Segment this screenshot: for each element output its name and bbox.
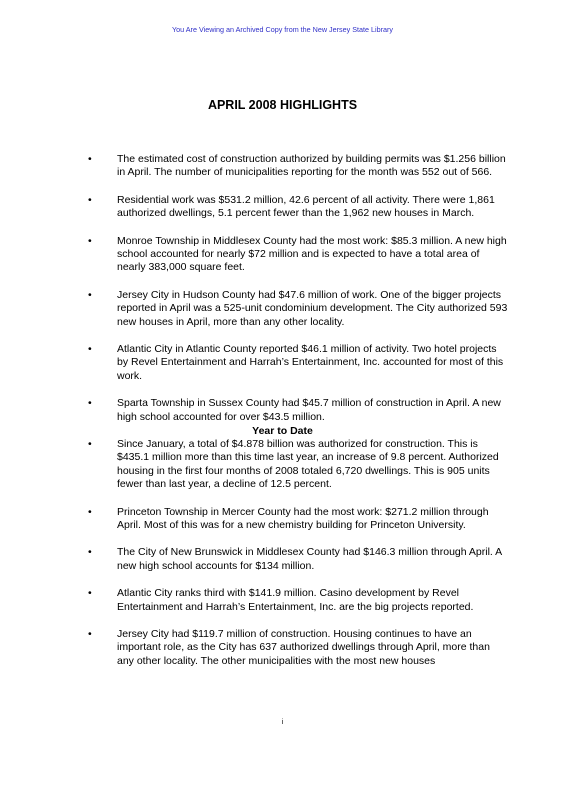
bullet-icon: • bbox=[88, 234, 92, 247]
list-item-text: Princeton Township in Mercer County had the most work: $271.2 million through April. Most of this was for a new chemistry building for Princeton University. bbox=[117, 505, 489, 532]
bullet-icon: • bbox=[88, 343, 92, 356]
list-item-text: Monroe Township in Middlesex County had the most work: $85.3 million. A new high school accounted for nearly $72 million and is expected to have a total area of nearly 383,000 square feet. bbox=[117, 234, 507, 274]
list-item-text: The City of New Brunswick in Middlesex County had $146.3 million through April. A new high school accounts for $134 million. bbox=[117, 546, 502, 572]
bullet-icon: • bbox=[88, 153, 92, 165]
list-item bbox=[88, 194, 508, 221]
year-to-date-list bbox=[88, 438, 508, 668]
list-item bbox=[88, 289, 508, 329]
list-item bbox=[88, 235, 508, 275]
list-item bbox=[88, 587, 508, 614]
list-item bbox=[88, 438, 508, 492]
bullet-icon: • bbox=[88, 438, 92, 450]
list-item-text: Atlantic City ranks third with $141.9 million. Casino development by Revel Entertainment and Harrah’s Entertainment, Inc. are the big projects reported. bbox=[117, 587, 474, 613]
bullet-icon: • bbox=[88, 193, 92, 206]
bullet-icon: • bbox=[88, 587, 92, 600]
list-item-text: Jersey City had $119.7 million of construction. Housing continues to have an important role, as the City has 637 authorized dwellings through April, more than any other locality. The other municipalities with the most new houses bbox=[117, 628, 490, 667]
bullet-icon: • bbox=[88, 628, 92, 641]
list-item bbox=[88, 546, 508, 573]
list-item-text: The estimated cost of construction authorized by building permits was $1.256 billion in April. The number of municipalities reporting for the month was 552 out of 566. bbox=[117, 153, 506, 179]
year-to-date-heading: Year to Date bbox=[252, 425, 313, 437]
list-item bbox=[88, 506, 508, 533]
page-number: i bbox=[281, 719, 284, 726]
list-item bbox=[88, 153, 508, 180]
bullet-icon: • bbox=[88, 546, 92, 559]
list-item bbox=[88, 343, 508, 383]
list-item-text: Atlantic City in Atlantic County reported $46.1 million of activity. Two hotel projects by Revel Entertainment and Harrah’s Entertainment, Inc. accounted for most of this work. bbox=[117, 343, 504, 382]
archive-banner: You Are Viewing an Archived Copy from the New Jersey State Library bbox=[172, 25, 393, 34]
list-item-text: Jersey City in Hudson County had $47.6 million of work. One of the bigger projects reported in April was a 525-unit condominium development. The City authorized 593 new houses in April, more than any other locality. bbox=[117, 288, 508, 328]
list-item-text: Sparta Township in Sussex County had $45.7 million of construction in April. A new high school accounted for over $43.5 million. bbox=[117, 397, 501, 423]
page-title: APRIL 2008 HIGHLIGHTS bbox=[207, 98, 358, 112]
bullet-icon: • bbox=[88, 505, 92, 518]
list-item-text: Since January, a total of $4.878 billion was authorized for construction. This is $435.1 million more than this time last year, an increase of 9.8 percent. Authorized housing in the first four months of 2008 totaled 6,720 dwellings. This is 905 units fewer than last year, a decline of 12.5 percent. bbox=[117, 438, 499, 491]
list-item bbox=[88, 397, 508, 424]
list-item bbox=[88, 628, 508, 668]
list-item-text: Residential work was $531.2 million, 42.6 percent of all activity. There were 1,861 authorized dwellings, 5.1 percent fewer than the 1,962 new houses in March. bbox=[117, 193, 495, 220]
bullet-icon: • bbox=[88, 288, 92, 301]
monthly-highlights-list bbox=[88, 153, 508, 424]
bullet-icon: • bbox=[88, 397, 92, 410]
